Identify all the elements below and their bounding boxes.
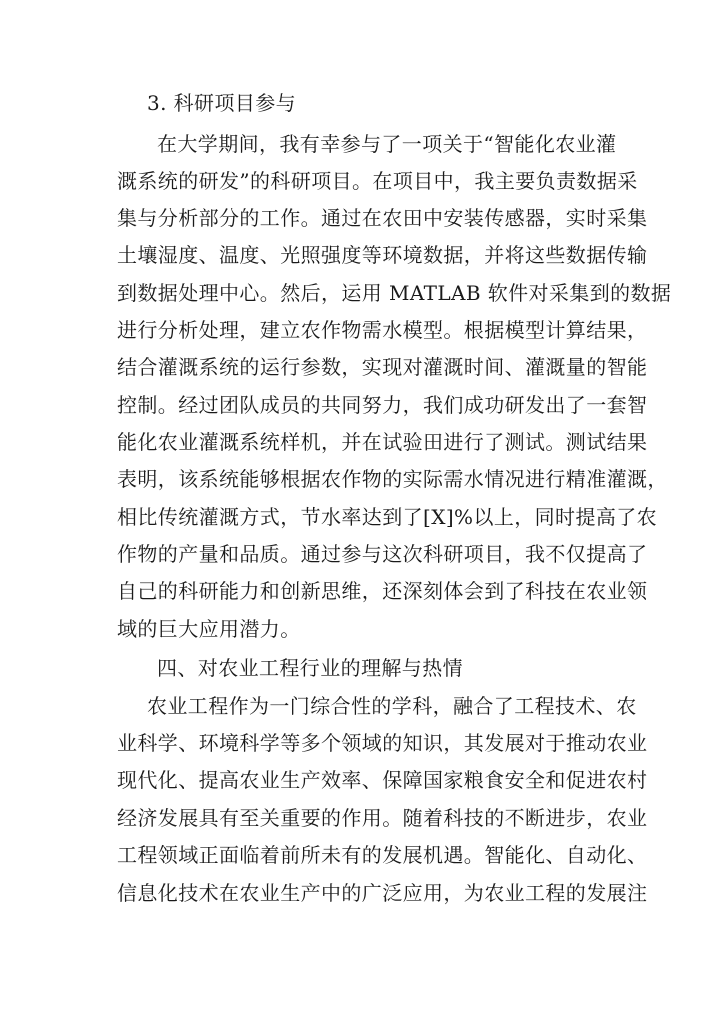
paragraph-line: 农业工程作为一门综合性的学科，融合了工程技术、农 — [147, 694, 637, 718]
paragraph-line: 现代化、提高农业生产效率、保障国家粮食安全和促进农村 — [117, 768, 648, 792]
paragraph-line: 业科学、环境科学等多个领域的知识，其发展对于推动农业 — [117, 731, 648, 755]
section-heading-research-project: 3. 科研项目参与 — [147, 91, 297, 115]
paragraph-line: 经济发展具有至关重要的作用。随着科技的不断进步，农业 — [117, 806, 648, 830]
paragraph-line: 作物的产量和品质。通过参与这次科研项目，我不仅提高了 — [117, 542, 648, 566]
section-heading-industry-understanding: 四、对农业工程行业的理解与热情 — [157, 656, 463, 680]
paragraph-line: 工程领域正面临着前所未有的发展机遇。智能化、自动化、 — [117, 843, 648, 867]
paragraph-line: 相比传统灌溉方式，节水率达到了[X]%以上，同时提高了农 — [117, 505, 658, 529]
paragraph-line: 信息化技术在农业生产中的广泛应用，为农业工程的发展注 — [117, 881, 648, 905]
paragraph-line: 在大学期间，我有幸参与了一项关于“智能化农业灌 — [157, 132, 617, 156]
paragraph-line: 表明，该系统能够根据农作物的实际需水情况进行精准灌溉， — [117, 467, 668, 491]
paragraph-line: 控制。经过团队成员的共同努力，我们成功研发出了一套智 — [117, 393, 648, 417]
paragraph-line: 自己的科研能力和创新思维，还深刻体会到了科技在农业领 — [117, 579, 648, 603]
paragraph-line: 到数据处理中心。然后，运用 MATLAB 软件对采集到的数据 — [117, 281, 672, 305]
paragraph-line: 土壤湿度、温度、光照强度等环境数据，并将这些数据传输 — [117, 243, 648, 267]
paragraph-line: 域的巨大应用潜力。 — [117, 617, 301, 641]
paragraph-line: 能化农业灌溉系统样机，并在试验田进行了测试。测试结果 — [117, 430, 648, 454]
paragraph-line: 结合灌溉系统的运行参数，实现对灌溉时间、灌溉量的智能 — [117, 355, 648, 379]
paragraph-line: 进行分析处理，建立农作物需水模型。根据模型计算结果， — [117, 318, 648, 342]
paragraph-line: 集与分析部分的工作。通过在农田中安装传感器，实时采集 — [117, 206, 648, 230]
paragraph-line: 溉系统的研发”的科研项目。在项目中，我主要负责数据采 — [117, 169, 638, 193]
